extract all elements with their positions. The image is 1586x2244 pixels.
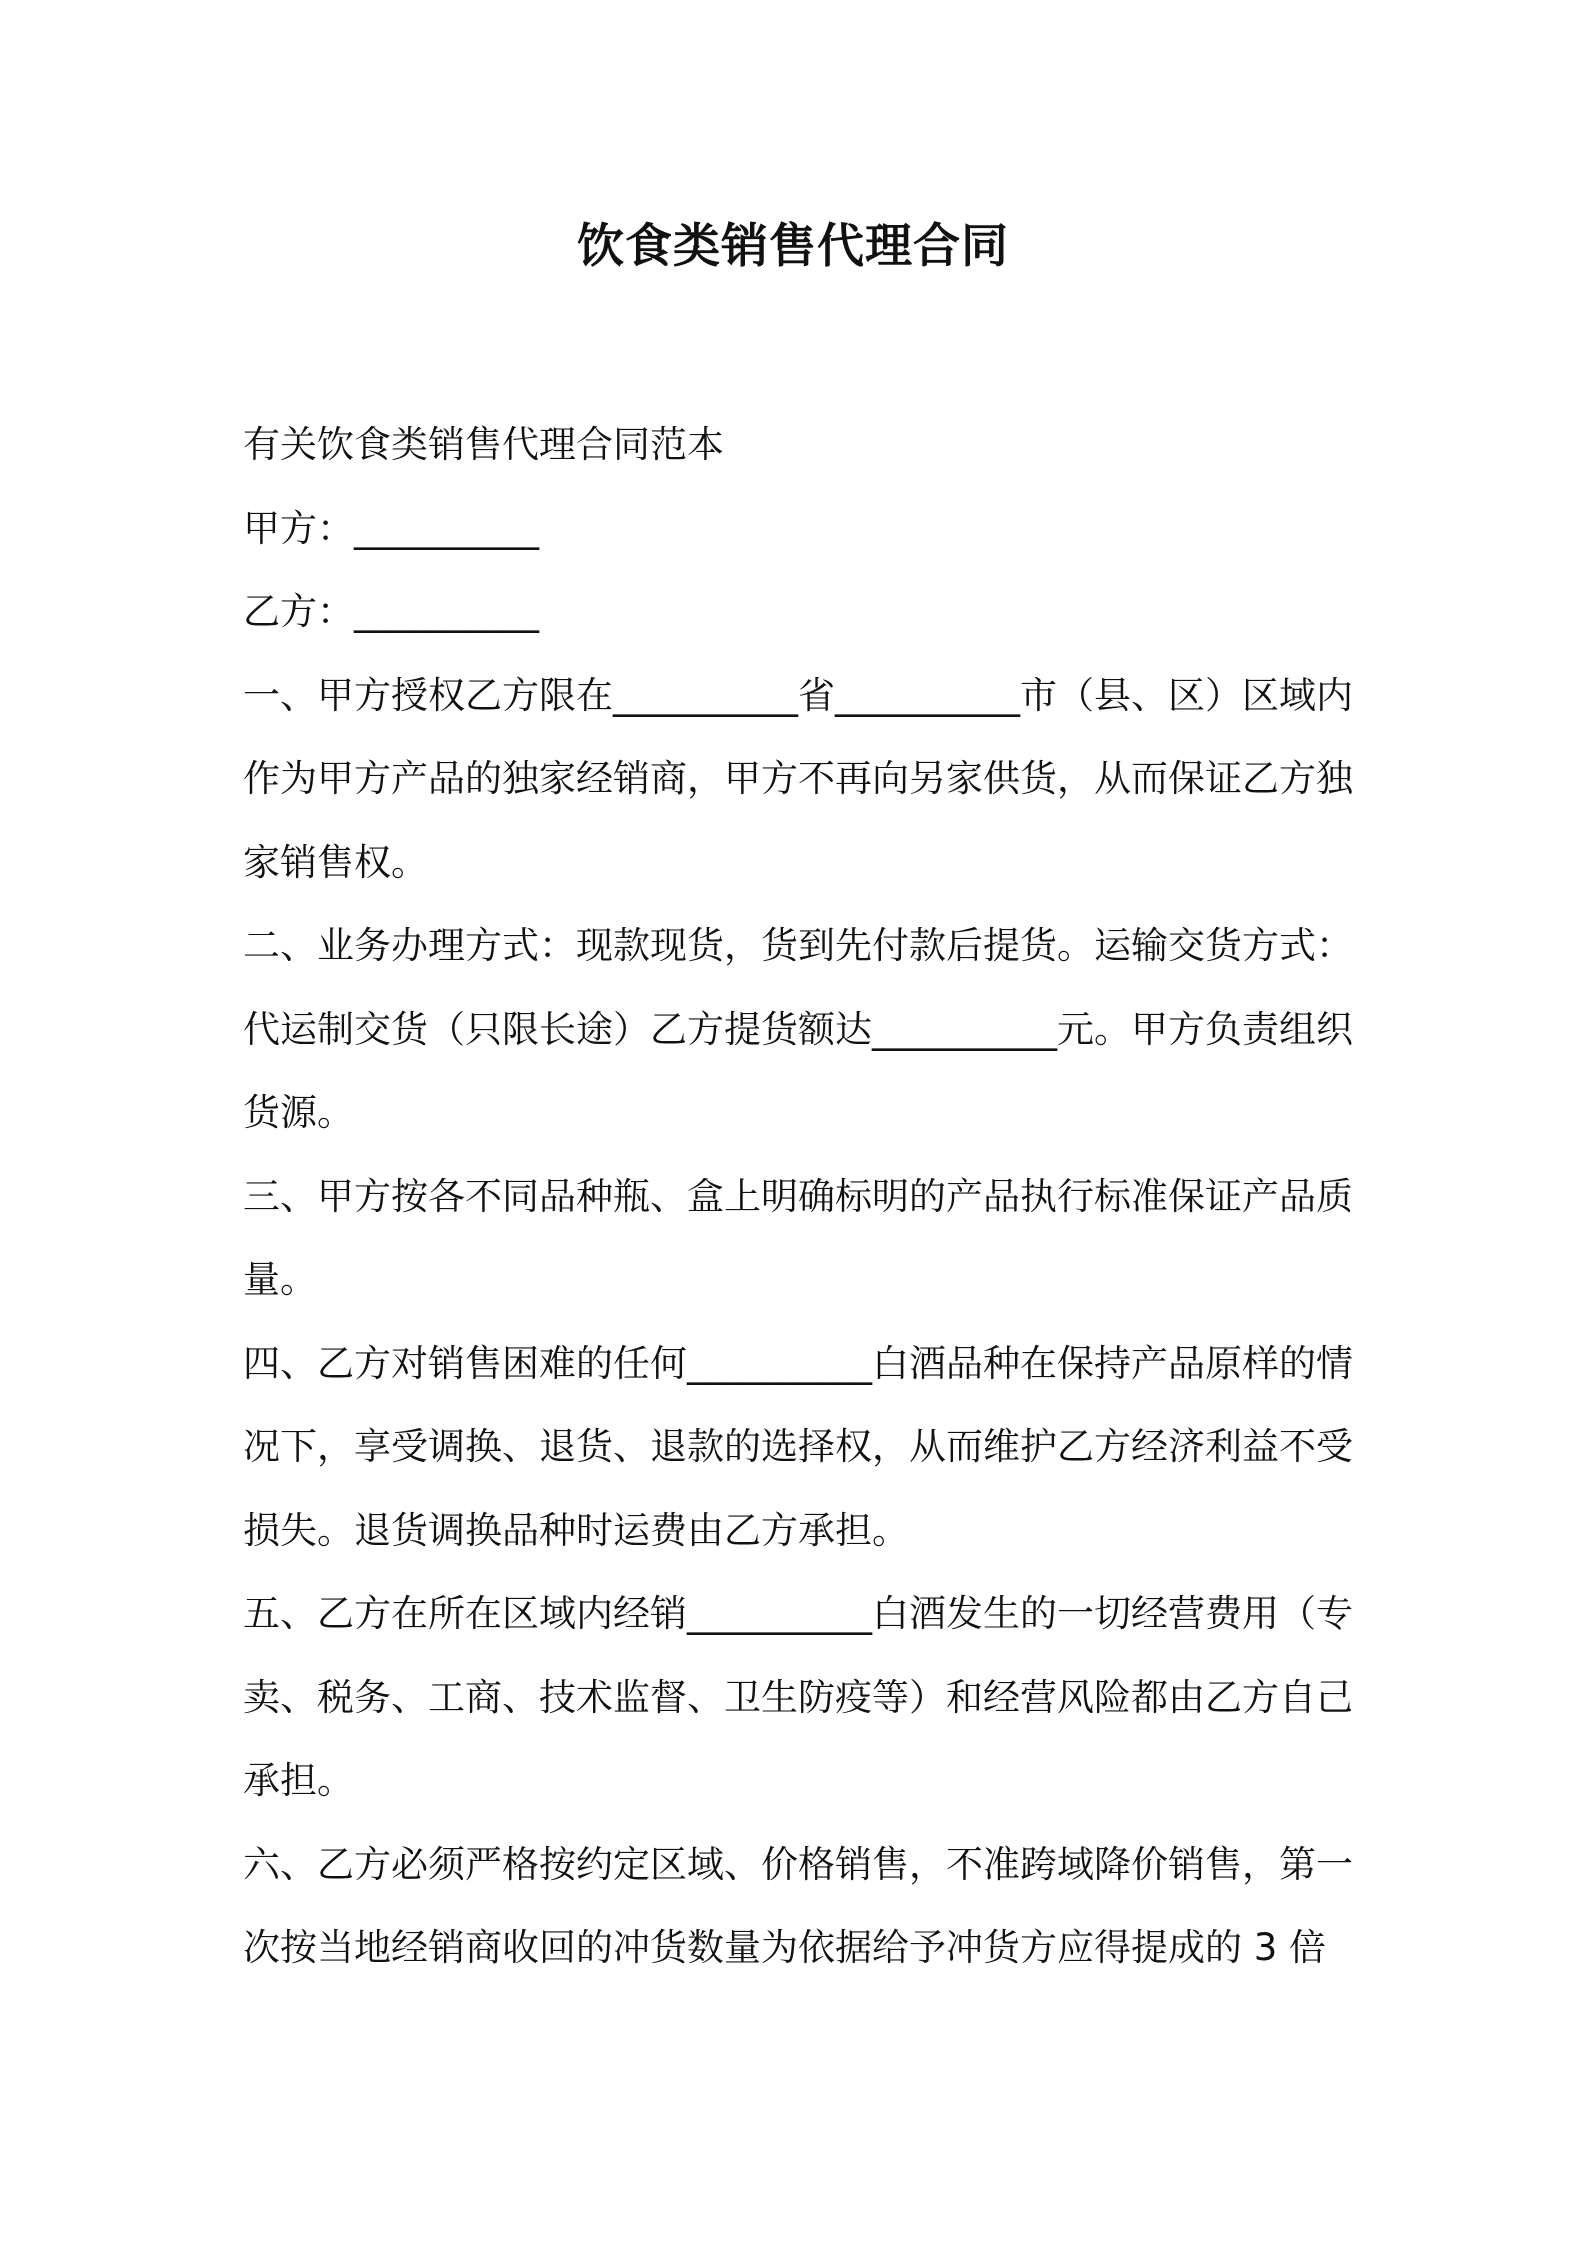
- clause-1-line-3: 家销售权。: [243, 840, 428, 884]
- clause-3-line-1: 三、甲方按各不同品种瓶、盒上明确标明的产品执行标准保证产品质: [243, 1174, 1353, 1218]
- subtitle-line: 有关饮食类销售代理合同范本: [243, 423, 724, 466]
- clause-2-line-3: 货源。: [243, 1091, 354, 1134]
- party-b-line: 乙方：__________: [243, 590, 539, 633]
- clause-4-line-3: 损失。退货调换品种时运费由乙方承担。: [243, 1508, 909, 1552]
- clause-5-line-1: 五、乙方在所在区域内经销__________白酒发生的一切经营费用（专: [243, 1592, 1353, 1635]
- clause-4-line-2: 况下，享受调换、退货、退款的选择权，从而维护乙方经济利益不受: [243, 1425, 1353, 1468]
- clause-3-line-2: 量。: [243, 1258, 317, 1301]
- clause-1-line-1: 一、甲方授权乙方限在__________省__________市（县、区）区域内: [243, 673, 1353, 717]
- clause-2-line-2: 代运制交货（只限长途）乙方提货额达__________元。甲方负责组织: [243, 1007, 1353, 1051]
- clause-4-line-1: 四、乙方对销售困难的任何__________白酒品种在保持产品原样的情: [243, 1341, 1353, 1385]
- clause-6-line-1: 六、乙方必须严格按约定区域、价格销售，不准跨域降价销售，第一: [243, 1842, 1353, 1886]
- clause-2-line-1: 二、业务办理方式：现款现货，货到先付款后提货。运输交货方式：: [243, 924, 1353, 967]
- document-title: 饮食类销售代理合同: [577, 219, 1009, 274]
- clause-6-line-2: 次按当地经销商收回的冲货数量为依据给予冲货方应得提成的 3 倍: [243, 1926, 1327, 1969]
- clause-5-line-3: 承担。: [243, 1759, 354, 1802]
- document-body: [243, 403, 1358, 1990]
- clause-5-line-2: 卖、税务、工商、技术监督、卫生防疫等）和经营风险都由乙方自己: [243, 1675, 1353, 1719]
- party-a-line: 甲方：__________: [243, 506, 539, 550]
- clause-1-line-2: 作为甲方产品的独家经销商，甲方不再向另家供货，从而保证乙方独: [243, 757, 1353, 800]
